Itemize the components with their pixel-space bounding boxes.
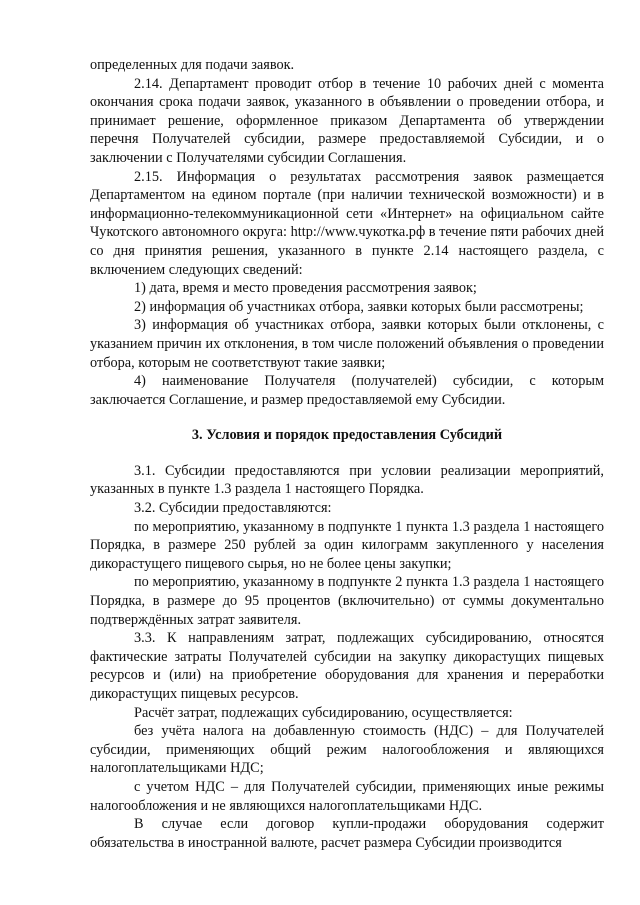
paragraph-3-3: 3.3. К направлениям затрат, подлежащих субсидированию, относятся фактические затраты Получателей субсидии на закупку дикорастущих пищевых ресурсов и (или) на приобретение оборудования для хранения и переработки дикорастущих пищевых ресурсов. — [90, 630, 604, 702]
paragraph-3-1: 3.1. Субсидии предоставляются при условии реализации мероприятий, указанных в пункте 1.3 раздела 1 настоящего Порядка. — [90, 462, 604, 498]
list-item-4: 4) наименование Получателя (получателей) субсидии, с которым заключается Соглашение, и размер предоставляемой ему Субсидии. — [90, 373, 604, 408]
list-item-2: 2) информация об участниках отбора, заявки которых были рассмотрены; — [134, 298, 584, 315]
section-3-heading: 3. Условия и порядок предоставления Субсидий — [191, 427, 503, 444]
paragraph-foreign-currency: В случае если договор купли-продажи оборудования содержит обязательства в иностранной валюте, расчет размера Субсидии производится — [90, 816, 604, 851]
continuation-paragraph: определенных для подачи заявок. — [90, 57, 295, 73]
document-page — [90, 56, 604, 852]
paragraph-3-2-item-1: по мероприятию, указанному в подпункте 1 пункта 1.3 раздела 1 настоящего Порядка, в размере 250 рублей за один килограмм закупленного у населения дикорастущего пищевого сырья, но не более цены закупки; — [90, 518, 604, 572]
paragraph-3-2: 3.2. Субсидии предоставляются: — [134, 500, 332, 517]
list-item-1: 1) дата, время и место проведения рассмотрения заявок; — [134, 280, 477, 297]
paragraph-with-vat: с учетом НДС – для Получателей субсидии, применяющих иные режимы налогообложения и не являющихся налогоплательщиками НДС. — [90, 778, 604, 814]
paragraph-2-14: 2.14. Департамент проводит отбор в течение 10 рабочих дней с момента окончания срока подачи заявок, указанного в объявлении о проведении отбора, и принимает решение, оформленное приказом Департамента об утверждении перечня Получателей субсидии, размере предоставляемой Субсидии, и о заключении с Получателями субсидии Соглашения. — [90, 75, 604, 166]
paragraph-3-2-item-2: по мероприятию, указанному в подпункте 2 пункта 1.3 раздела 1 настоящего Порядка, в размере до 95 процентов (включительно) от суммы документально подтверждённых затрат заявителя. — [90, 574, 604, 628]
paragraph-cost-calc: Расчёт затрат, подлежащих субсидированию, осуществляется: — [134, 704, 513, 721]
paragraph-without-vat: без учёта налога на добавленную стоимость (НДС) – для Получателей субсидии, применяющих общий режим налогообложения и являющихся налогоплательщиками НДС; — [90, 723, 604, 777]
list-item-3: 3) информация об участниках отбора, заявки которых были отклонены, с указанием причин их отклонения, в том числе положений объявления о проведении отбора, которым не соответствуют такие заявки; — [90, 317, 604, 371]
paragraph-2-15: 2.15. Информация о результатах рассмотрения заявок размещается Департаментом на едином портале (при наличии технической возможности) и в информационно-телекоммуникационной сети «Интернет» на официальном сайте Чукотского автономного округа: http://www.чукотка.рф в течение пяти рабочих дней со дня принятия решения, указанного в пункте 2.14 настоящего раздела, с включением следующих сведений: — [90, 168, 604, 278]
